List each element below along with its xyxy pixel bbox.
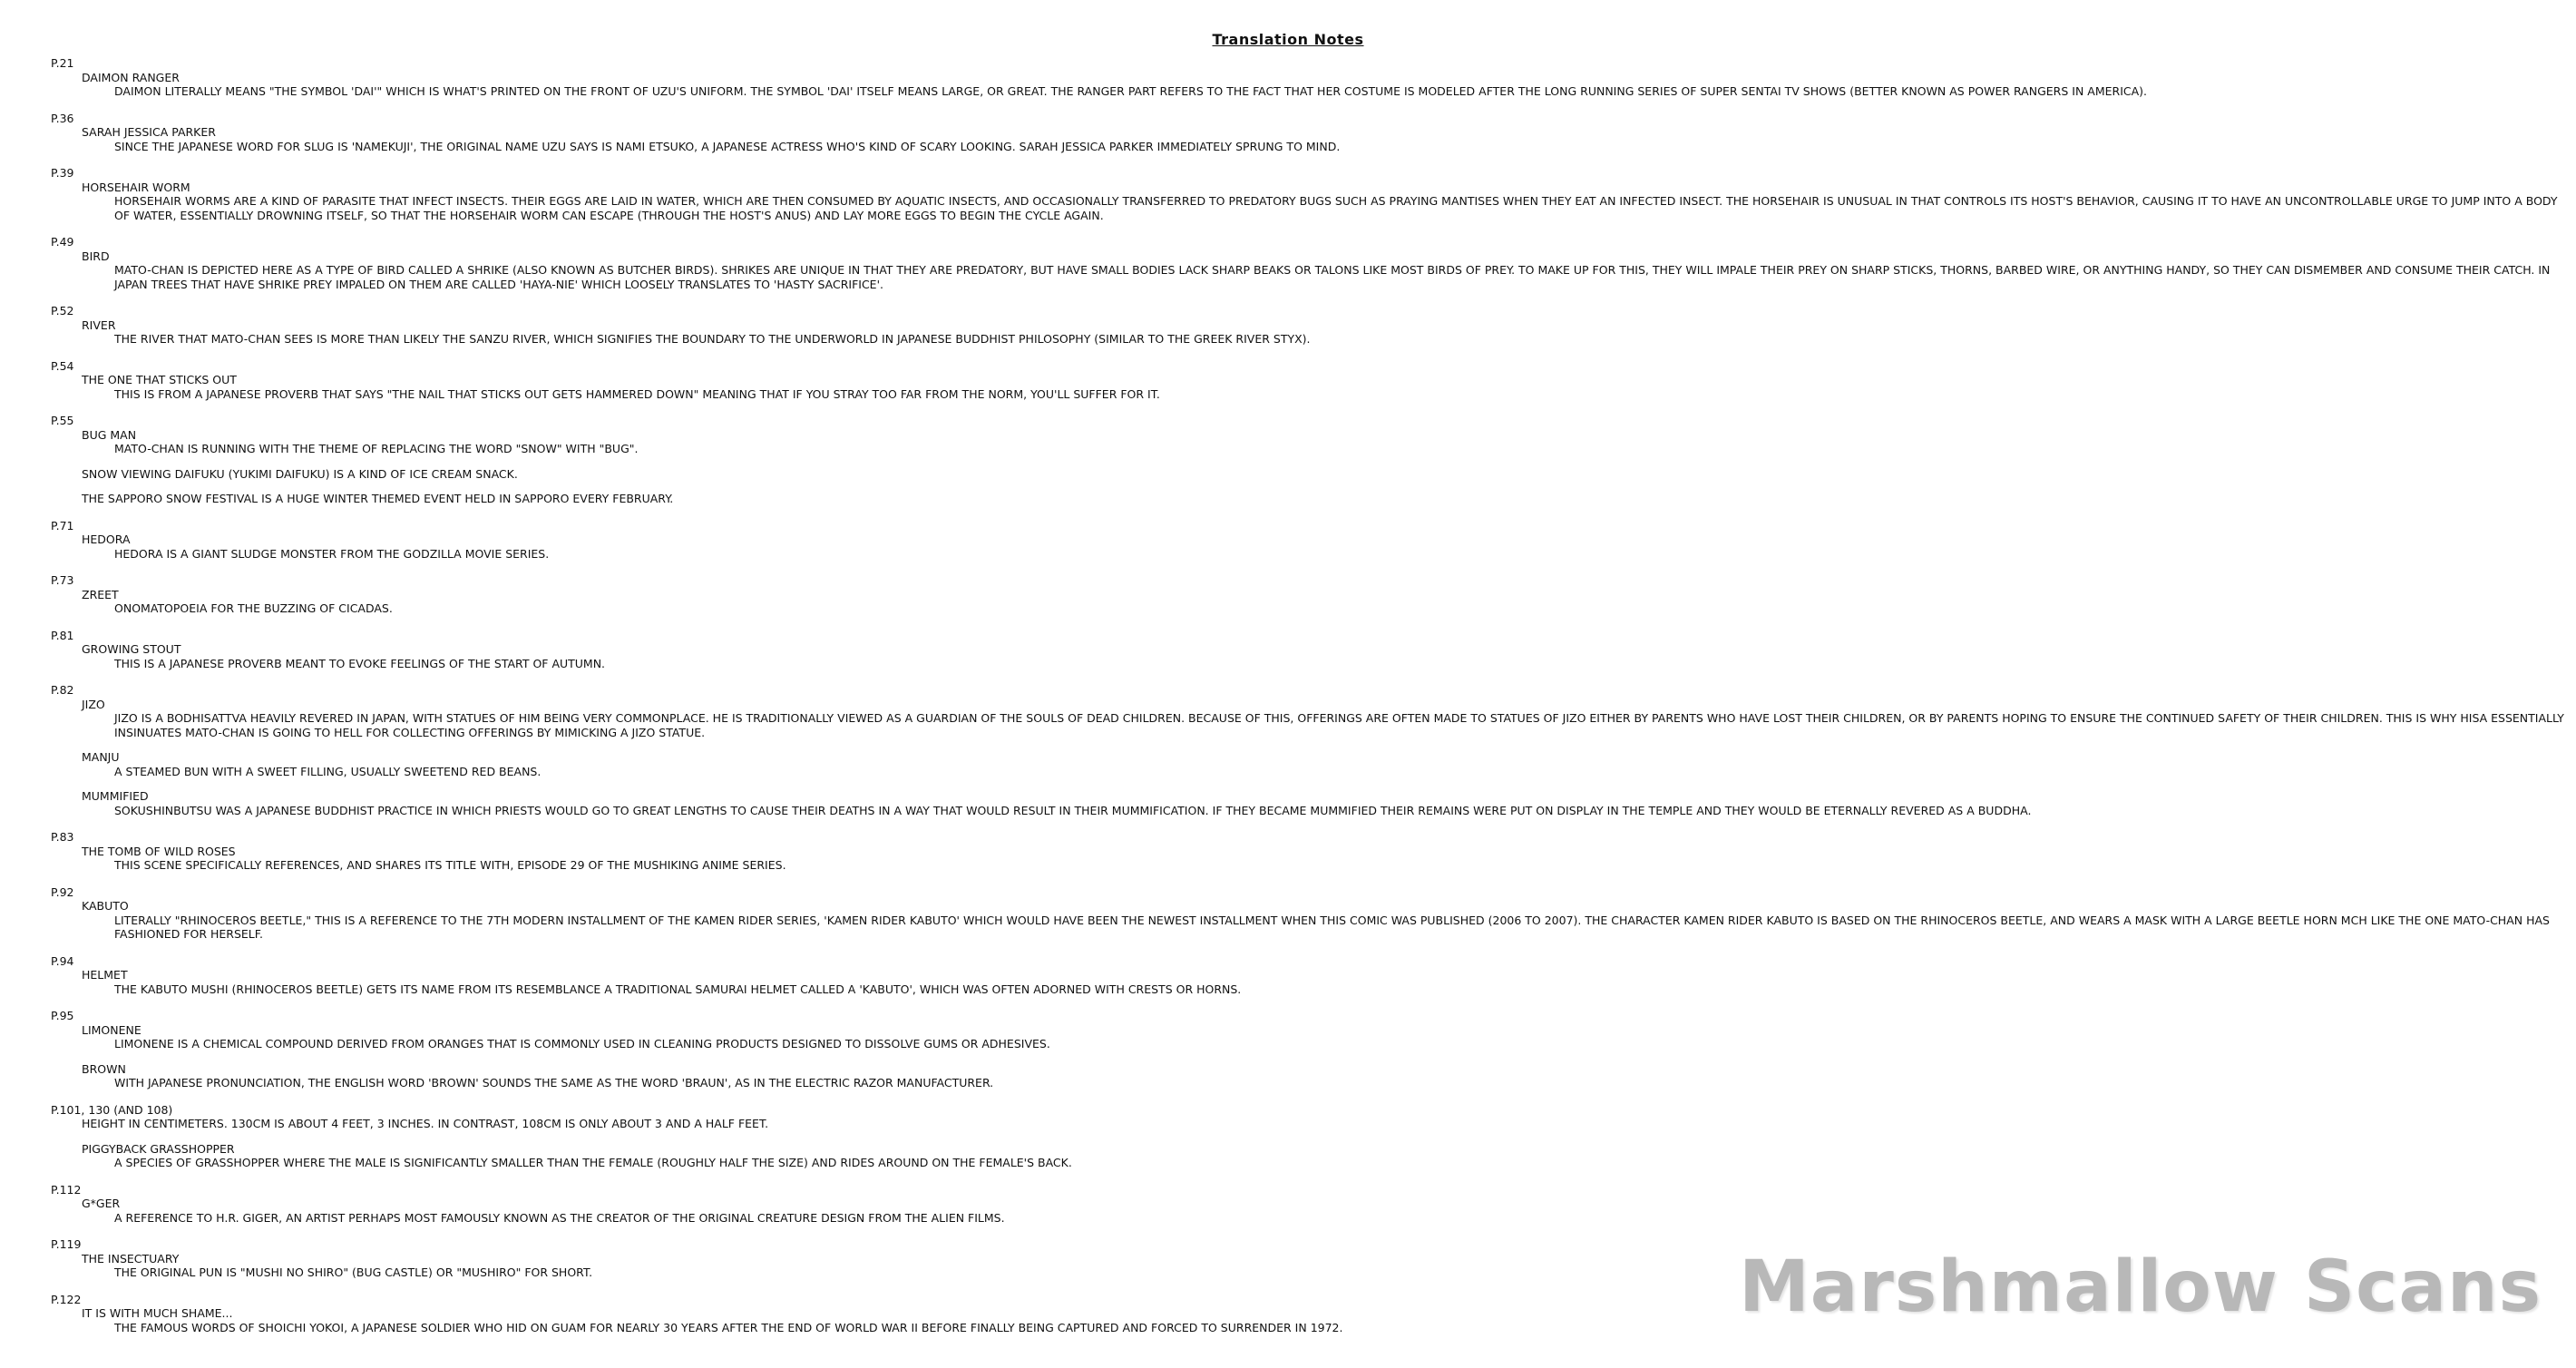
note-term: THE INSECTUARY	[82, 1251, 180, 1265]
note-entry	[82, 533, 2572, 561]
note-definition: A REFERENCE TO H.R. GIGER, AN ARTIST PERHAPS MOST FAMOUSLY KNOWN AS THE CREATOR OF THE ORIGINAL CREATURE DESIGN FROM THE ALIEN FILMS.	[114, 1210, 1005, 1225]
notes-list	[51, 56, 2572, 1347]
note-block	[51, 1103, 2572, 1170]
page-reference: P.39	[51, 166, 74, 180]
note-term: ZREET	[82, 587, 119, 601]
note-entry	[82, 249, 2572, 292]
note-block	[51, 304, 2572, 347]
note-entry	[82, 373, 2572, 401]
note-block	[51, 954, 2572, 997]
note-block	[51, 235, 2572, 291]
note-block	[51, 1183, 2572, 1226]
note-entry	[82, 845, 2572, 873]
note-term: PIGGYBACK GRASSHOPPER	[82, 1141, 235, 1156]
note-block	[51, 519, 2572, 562]
note-term: THE ONE THAT STICKS OUT	[82, 373, 237, 386]
note-entry	[82, 318, 2572, 347]
note-term: DAIMON RANGER	[82, 70, 180, 84]
note-entry	[82, 968, 2572, 996]
note-term: HELMET	[82, 968, 128, 982]
note-term: BROWN	[82, 1061, 126, 1076]
note-definition: THIS SCENE SPECIFICALLY REFERENCES, AND SHARES ITS TITLE WITH, EPISODE 29 OF THE MUSHIKING ANIME SERIES.	[114, 858, 786, 872]
note-definition: ONOMATOPOEIA FOR THE BUZZING OF CICADAS.	[114, 601, 393, 615]
note-term: IT IS WITH MUCH SHAME...	[82, 1306, 233, 1320]
note-block	[51, 885, 2572, 942]
page-title: Translation Notes	[1212, 31, 1364, 48]
note-definition: A STEAMED BUN WITH A SWEET FILLING, USUALLY SWEETEND RED BEANS.	[114, 764, 542, 778]
page-reference: P.49	[51, 235, 74, 249]
note-block	[51, 683, 2572, 817]
note-entry	[82, 642, 2572, 670]
note-block	[51, 629, 2572, 671]
page-reference: P.71	[51, 518, 74, 533]
note-block	[51, 112, 2572, 154]
note-entry	[82, 789, 2572, 817]
note-block	[51, 56, 2572, 99]
note-entry	[82, 1117, 2572, 1131]
page-reference: P.94	[51, 953, 74, 968]
note-definition: LIMONENE IS A CHEMICAL COMPOUND DERIVED FROM ORANGES THAT IS COMMONLY USED IN CLEANING PRODUCTS DESIGNED TO DISSOLVE GUMS OR ADHESIVES.	[114, 1037, 1050, 1050]
note-term: SNOW VIEWING DAIFUKU (YUKIMI DAIFUKU) IS A KIND OF ICE CREAM SNACK.	[82, 466, 518, 481]
note-block	[51, 359, 2572, 402]
note-entry	[82, 1062, 2572, 1090]
note-definition: THE ORIGINAL PUN IS "MUSHI NO SHIRO" (BUG CASTLE) OR "MUSHIRO" FOR SHORT.	[114, 1265, 593, 1279]
note-entry	[82, 125, 2572, 153]
note-entry	[82, 588, 2572, 616]
note-block	[51, 830, 2572, 873]
note-definition: WITH JAPANESE PRONUNCIATION, THE ENGLISH WORD 'BROWN' SOUNDS THE SAME AS THE WORD 'BRAUN', AS IN THE ELECTRIC RAZOR MANUFACTURER.	[114, 1076, 994, 1090]
note-term: BIRD	[82, 249, 110, 263]
note-term: HORSEHAIR WORM	[82, 180, 190, 194]
page-reference: P.54	[51, 358, 74, 373]
note-entry	[82, 698, 2572, 740]
note-term: GROWING STOUT	[82, 642, 181, 656]
page-reference: P.36	[51, 111, 74, 125]
page-reference: P.122	[51, 1292, 82, 1306]
note-entry	[82, 1023, 2572, 1051]
watermark-logo: Marshmallow Scans	[1739, 1246, 2542, 1328]
note-entry	[82, 71, 2572, 99]
page-reference: P.95	[51, 1009, 74, 1022]
page-reference: P.21	[51, 56, 74, 70]
page-reference: P.83	[51, 830, 74, 844]
note-term: THE TOMB OF WILD ROSES	[82, 844, 236, 858]
note-term: BUG MAN	[82, 427, 137, 442]
note-block	[51, 573, 2572, 616]
note-definition: DAIMON LITERALLY MEANS "THE SYMBOL 'DAI'" WHICH IS WHAT'S PRINTED ON THE FRONT OF UZU'S UNIFORM. THE SYMBOL 'DAI' ITSELF MEANS LARGE, OR GREAT. THE RANGER PART REFERS TO THE FACT THAT HER COSTUME IS MODELED AFTER THE LONG RUNNING SERIES OF SUPER SENTAI TV SHOWS (BETTER KNOWN AS POWER RANGERS IN AMERICA).	[114, 84, 2148, 98]
note-block	[51, 166, 2572, 222]
note-entry	[82, 467, 2572, 482]
note-definition: HORSEHAIR WORMS ARE A KIND OF PARASITE THAT INFECT INSECTS. THEIR EGGS ARE LAID IN WATER, WHICH ARE THEN CONSUMED BY AQUATIC INSECTS, AND OCCASIONALLY TRANSFERRED TO PREDATORY BUGS SUCH AS PRAYING MANTISES WHEN THEY EAT AN INFECTED INSECT. THE HORSEHAIR IS UNUSUAL IN THAT CONTROLS ITS HOST'S BEHAVIOR, CAUSING IT TO HAVE AN UNCONTROLLABLE URGE TO JUMP INTO A BODY OF WATER, ESSENTIALLY DROWNING ITSELF, SO THAT THE HORSEHAIR WORM CAN ESCAPE (THROUGH THE HOST'S ANUS) AND LAY MORE EGGS TO BEGIN THE CYCLE AGAIN.	[114, 194, 2558, 222]
note-definition: MATO-CHAN IS DEPICTED HERE AS A TYPE OF BIRD CALLED A SHRIKE (ALSO KNOWN AS BUTCHER BIRDS). SHRIKES ARE UNIQUE IN THAT THEY ARE PREDATORY, BUT HAVE SMALL BODIES LACK SHARP BEAKS OR TALONS LIKE MOST BIRDS OF PREY. TO MAKE UP FOR THIS, THEY WILL IMPALE THEIR PREY ON SHARP STICKS, THORNS, BARBED WIRE, OR ANYTHING HANDY, SO THEY CAN DISMEMBER AND CONSUME THEIR CATCH. IN JAPAN TREES THAT HAVE SHRIKE PREY IMPALED ON THEM ARE CALLED 'HAYA-NIE' WHICH LOOSELY TRANSLATES TO 'HASTY SACRIFICE'.	[114, 263, 2551, 291]
note-definition: SINCE THE JAPANESE WORD FOR SLUG IS 'NAMEKUJI', THE ORIGINAL NAME UZU SAYS IS NAMI ETSUKO, A JAPANESE ACTRESS WHO'S KIND OF SCARY LOOKING. SARAH JESSICA PARKER IMMEDIATELY SPRUNG TO MIND.	[114, 139, 1341, 153]
note-term: HEIGHT IN CENTIMETERS. 130CM IS ABOUT 4 FEET, 3 INCHES. IN CONTRAST, 108CM IS ONLY ABOUT 3 AND A HALF FEET.	[82, 1117, 769, 1130]
note-definition: MATO-CHAN IS RUNNING WITH THE THEME OF REPLACING THE WORD "SNOW" WITH "BUG".	[114, 442, 639, 455]
note-definition: JIZO IS A BODHISATTVA HEAVILY REVERED IN JAPAN, WITH STATUES OF HIM BEING VERY COMMONPLACE. HE IS TRADITIONALLY VIEWED AS A GUARDIAN OF THE SOULS OF DEAD CHILDREN. BECAUSE OF THIS, OFFERINGS ARE OFTEN MADE TO STATUES OF JIZO EITHER BY PARENTS WHO HAVE LOST THEIR CHILDREN, OR BY PARENTS HOPING TO ENSURE THE CONTINUED SAFETY OF THEIR CHILDREN. THIS IS WHY HISA ESSENTIALLY INSINUATES MATO-CHAN IS GOING TO HELL FOR COLLECTING OFFERINGS BY MIMICKING A JIZO STATUE.	[114, 711, 2564, 739]
note-entry	[82, 1197, 2572, 1225]
page-reference: P.101, 130 (AND 108)	[51, 1102, 173, 1117]
note-entry	[82, 899, 2572, 942]
note-term: HEDORA	[82, 533, 131, 546]
note-term: RIVER	[82, 318, 116, 332]
page-reference: P.52	[51, 304, 74, 318]
page-reference: P.82	[51, 683, 74, 697]
page-reference: P.112	[51, 1182, 82, 1197]
note-term: KABUTO	[82, 899, 129, 913]
page-reference: P.119	[51, 1237, 82, 1251]
note-term: THE SAPPORO SNOW FESTIVAL IS A HUGE WINTER THEMED EVENT HELD IN SAPPORO EVERY FEBRUARY.	[82, 492, 674, 505]
note-entry	[82, 181, 2572, 223]
note-block	[51, 1009, 2572, 1090]
note-definition: THIS IS A JAPANESE PROVERB MEANT TO EVOKE FEELINGS OF THE START OF AUTUMN.	[114, 656, 606, 670]
page-reference: P.73	[51, 573, 74, 587]
note-definition: THE KABUTO MUSHI (RHINOCEROS BEETLE) GETS ITS NAME FROM ITS RESEMBLANCE A TRADITIONAL SAMURAI HELMET CALLED A 'KABUTO', WHICH WAS OFTEN ADORNED WITH CRESTS OR HORNS.	[114, 982, 1242, 996]
page-reference: P.55	[51, 414, 74, 427]
note-term: MUMMIFIED	[82, 789, 149, 803]
note-entry	[82, 1142, 2572, 1170]
note-term: G*GER	[82, 1197, 121, 1210]
note-definition: SOKUSHINBUTSU WAS A JAPANESE BUDDHIST PRACTICE IN WHICH PRIESTS WOULD GO TO GREAT LENGTHS TO CAUSE THEIR DEATHS IN A WAY THAT WOULD RESULT IN THEIR MUMMIFICATION. IF THEY BECAME MUMMIFIED THEIR REMAINS WERE PUT ON DISPLAY IN THE TEMPLE AND THEY WOULD BE ETERNALLY REVERED AS A BUDDHA.	[114, 803, 2032, 817]
note-term: LIMONENE	[82, 1022, 141, 1037]
note-entry	[82, 492, 2572, 506]
page-reference: P.92	[51, 884, 74, 899]
note-definition: A SPECIES OF GRASSHOPPER WHERE THE MALE IS SIGNIFICANTLY SMALLER THAN THE FEMALE (ROUGHLY HALF THE SIZE) AND RIDES AROUND ON THE FEMALE'S BACK.	[114, 1156, 1072, 1169]
note-term: SARAH JESSICA PARKER	[82, 125, 216, 139]
page-reference: P.81	[51, 628, 74, 642]
note-definition: THIS IS FROM A JAPANESE PROVERB THAT SAYS "THE NAIL THAT STICKS OUT GETS HAMMERED DOWN" MEANING THAT IF YOU STRAY TOO FAR FROM THE NORM, YOU'LL SUFFER FOR IT.	[114, 386, 1160, 401]
note-term: MANJU	[82, 750, 120, 764]
note-definition: LITERALLY "RHINOCEROS BEETLE," THIS IS A REFERENCE TO THE 7TH MODERN INSTALLMENT OF THE KAMEN RIDER SERIES, 'KAMEN RIDER KABUTO' WHICH WOULD HAVE BEEN THE NEWEST INSTALLMENT WHEN THIS COMIC WAS PUBLISHED (2006 TO 2007). THE CHARACTER KAMEN RIDER KABUTO IS BASED ON THE RHINOCEROS BEETLE, AND WEARS A MASK WITH A LARGE BEETLE HORN MCH LIKE THE ONE MATO-CHAN HAS FASHIONED FOR HERSELF.	[114, 913, 2550, 941]
note-entry	[82, 750, 2572, 778]
note-definition: HEDORA IS A GIANT SLUDGE MONSTER FROM THE GODZILLA MOVIE SERIES.	[114, 546, 550, 561]
note-definition: THE RIVER THAT MATO-CHAN SEES IS MORE THAN LIKELY THE SANZU RIVER, WHICH SIGNIFIES THE BOUNDARY TO THE UNDERWORLD IN JAPANESE BUDDHIST PHILOSOPHY (SIMILAR TO THE GREEK RIVER STYX).	[114, 332, 1311, 346]
note-definition: THE FAMOUS WORDS OF SHOICHI YOKOI, A JAPANESE SOLDIER WHO HID ON GUAM FOR NEARLY 30 YEARS AFTER THE END OF WORLD WAR II BEFORE FINALLY BEING CAPTURED AND FORCED TO SURRENDER IN 1972.	[114, 1320, 1343, 1334]
note-entry	[82, 428, 2572, 456]
note-term: JIZO	[82, 697, 105, 711]
note-block	[51, 414, 2572, 506]
